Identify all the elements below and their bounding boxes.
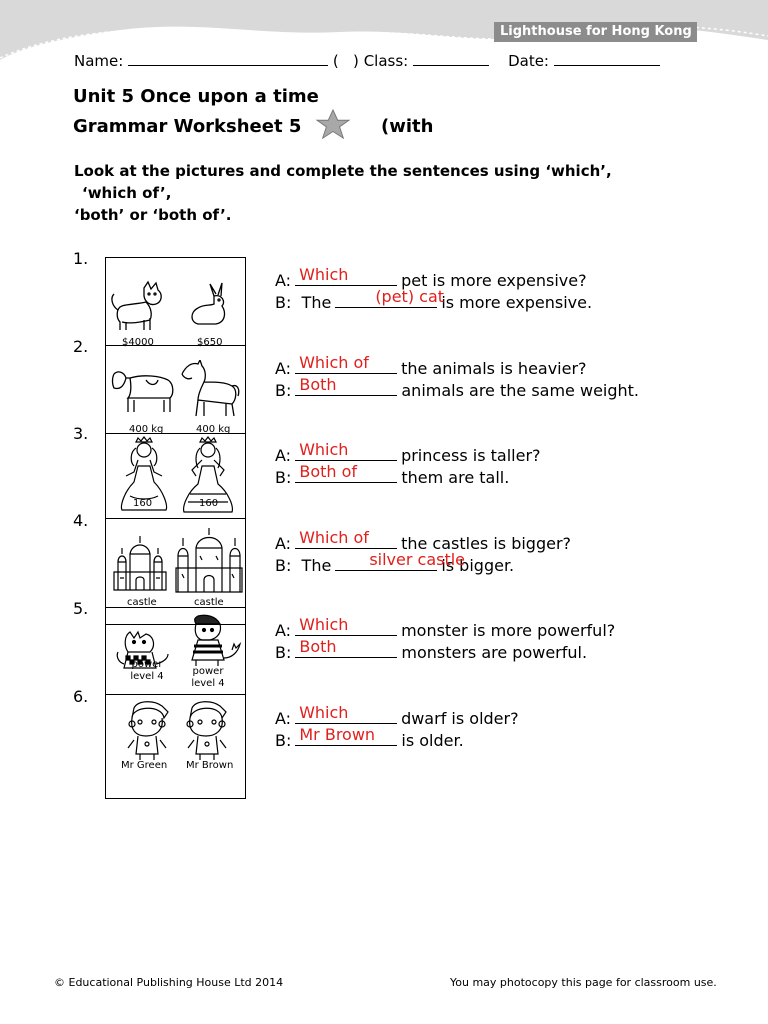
sentence-text: them are tall. (401, 468, 510, 487)
name-label: Name: (74, 52, 124, 70)
sentence-text: is more expensive. (441, 293, 593, 312)
speaker-a-label: A: (275, 709, 292, 728)
picture-divider (106, 694, 245, 695)
sentence-text: is bigger. (441, 556, 515, 575)
class-number-paren-open: ( (332, 52, 339, 70)
question-line-b (275, 375, 640, 400)
picture-caption: $650 (197, 337, 223, 348)
instructions-line-3: ‘both’ or ‘both of’. (74, 206, 232, 224)
question-text: the animals is heavier? (401, 359, 587, 378)
question-number: 3. (73, 424, 89, 443)
answer-blank[interactable] (295, 353, 397, 374)
question-text: the castles is bigger? (401, 534, 572, 553)
answer-text: Which (299, 265, 349, 284)
answer-text: silver castle (369, 550, 466, 569)
answer-text: Which (299, 440, 349, 459)
answer-blank[interactable] (295, 615, 397, 636)
question-text: monster is more powerful? (401, 621, 616, 640)
answer-blank[interactable] (335, 550, 466, 571)
question-line-b (275, 550, 515, 575)
speaker-b-label: B: (275, 381, 292, 400)
answer-blank[interactable] (295, 440, 397, 461)
class-number-paren-close: ) (353, 52, 359, 70)
date-field[interactable] (554, 51, 660, 66)
answer-blank[interactable] (295, 375, 397, 396)
answer-blank[interactable] (335, 287, 445, 308)
castle-picture (112, 532, 168, 594)
cow-picture (110, 366, 178, 416)
class-label: Class: (363, 52, 409, 70)
monster-picture (180, 614, 242, 670)
cat-picture (108, 280, 168, 332)
answer-text: Which (299, 615, 349, 634)
speaker-a-label: A: (275, 359, 292, 378)
question-number: 5. (73, 599, 89, 618)
picture-divider (106, 518, 245, 519)
question-number: 2. (73, 337, 89, 356)
brand-tab: Lighthouse for Hong Kong (494, 22, 697, 42)
dwarf-picture (184, 700, 230, 762)
question-number: 4. (73, 511, 89, 530)
answer-text: Which of (299, 353, 369, 372)
question-text: pet is more expensive? (401, 271, 587, 290)
question-line-b (275, 462, 510, 487)
picture-caption: power level 4 (130, 659, 164, 682)
sentence-text: animals are the same weight. (401, 381, 640, 400)
horse-picture (178, 360, 242, 418)
speaker-a-label: A: (275, 271, 292, 290)
picture-caption: Mr Green (121, 760, 168, 771)
sentence-text: monsters are powerful. (401, 643, 588, 662)
picture-caption: 400 kg (129, 424, 164, 435)
picture-caption: castle (194, 597, 224, 608)
speaker-b-label: B: (275, 731, 292, 750)
picture-caption: power level 4 (191, 666, 225, 689)
answer-text: (pet) cat (375, 287, 445, 306)
question-number: 1. (73, 249, 89, 268)
instructions-line-1: Look at the pictures and complete the sentences using ‘which’, (74, 162, 612, 180)
instructions (74, 160, 714, 226)
answer-text: Both (299, 637, 337, 656)
rabbit-picture (186, 282, 236, 328)
picture-caption: $4000 (122, 337, 154, 348)
student-info-line (74, 51, 660, 70)
worksheet-title: Grammar Worksheet 5 (73, 116, 302, 137)
question-text: princess is taller? (401, 446, 541, 465)
question-line-b (275, 287, 593, 312)
worksheet-title-suffix: (with (381, 116, 434, 137)
picture-caption: castle (127, 597, 157, 608)
sentence-start: The (301, 293, 332, 312)
answer-blank[interactable] (295, 703, 397, 724)
date-label: Date: (508, 52, 549, 70)
answer-blank[interactable] (295, 462, 397, 483)
speaker-b-label: B: (275, 293, 292, 312)
copyright-text: © Educational Publishing House Ltd 2014 (54, 976, 284, 989)
question-line-b (275, 637, 588, 662)
speaker-a-label: A: (275, 621, 292, 640)
question-text: dwarf is older? (401, 709, 519, 728)
sentence-start: The (301, 556, 332, 575)
speaker-a-label: A: (275, 534, 292, 553)
answer-blank[interactable] (295, 637, 397, 658)
unit-title: Unit 5 Once upon a time (73, 86, 319, 107)
photocopy-note: You may photocopy this page for classroom use. (450, 976, 717, 989)
picture-caption: Mr Brown (186, 760, 234, 771)
name-field[interactable] (128, 51, 328, 66)
answer-text: Mr Brown (299, 725, 376, 744)
picture-caption: 400 kg (196, 424, 231, 435)
picture-caption: 160 (199, 498, 219, 509)
answer-text: Both (299, 375, 337, 394)
speaker-b-label: B: (275, 556, 292, 575)
answer-text: Which (299, 703, 349, 722)
question-line-b (275, 725, 464, 750)
picture-caption: 160 (133, 498, 153, 509)
castle-picture (174, 526, 244, 596)
answer-text: Both of (299, 462, 358, 481)
class-field[interactable] (413, 51, 489, 66)
question-number: 6. (73, 687, 89, 706)
speaker-b-label: B: (275, 643, 292, 662)
answer-text: Which of (299, 528, 369, 547)
dwarf-picture (124, 700, 170, 762)
answer-blank[interactable] (295, 528, 397, 549)
speaker-b-label: B: (275, 468, 292, 487)
sentence-text: is older. (401, 731, 464, 750)
instructions-line-2: ‘which of’, (82, 184, 172, 202)
speaker-a-label: A: (275, 446, 292, 465)
answer-blank[interactable] (295, 265, 397, 286)
answer-blank[interactable] (295, 725, 397, 746)
star-icon (314, 108, 352, 140)
